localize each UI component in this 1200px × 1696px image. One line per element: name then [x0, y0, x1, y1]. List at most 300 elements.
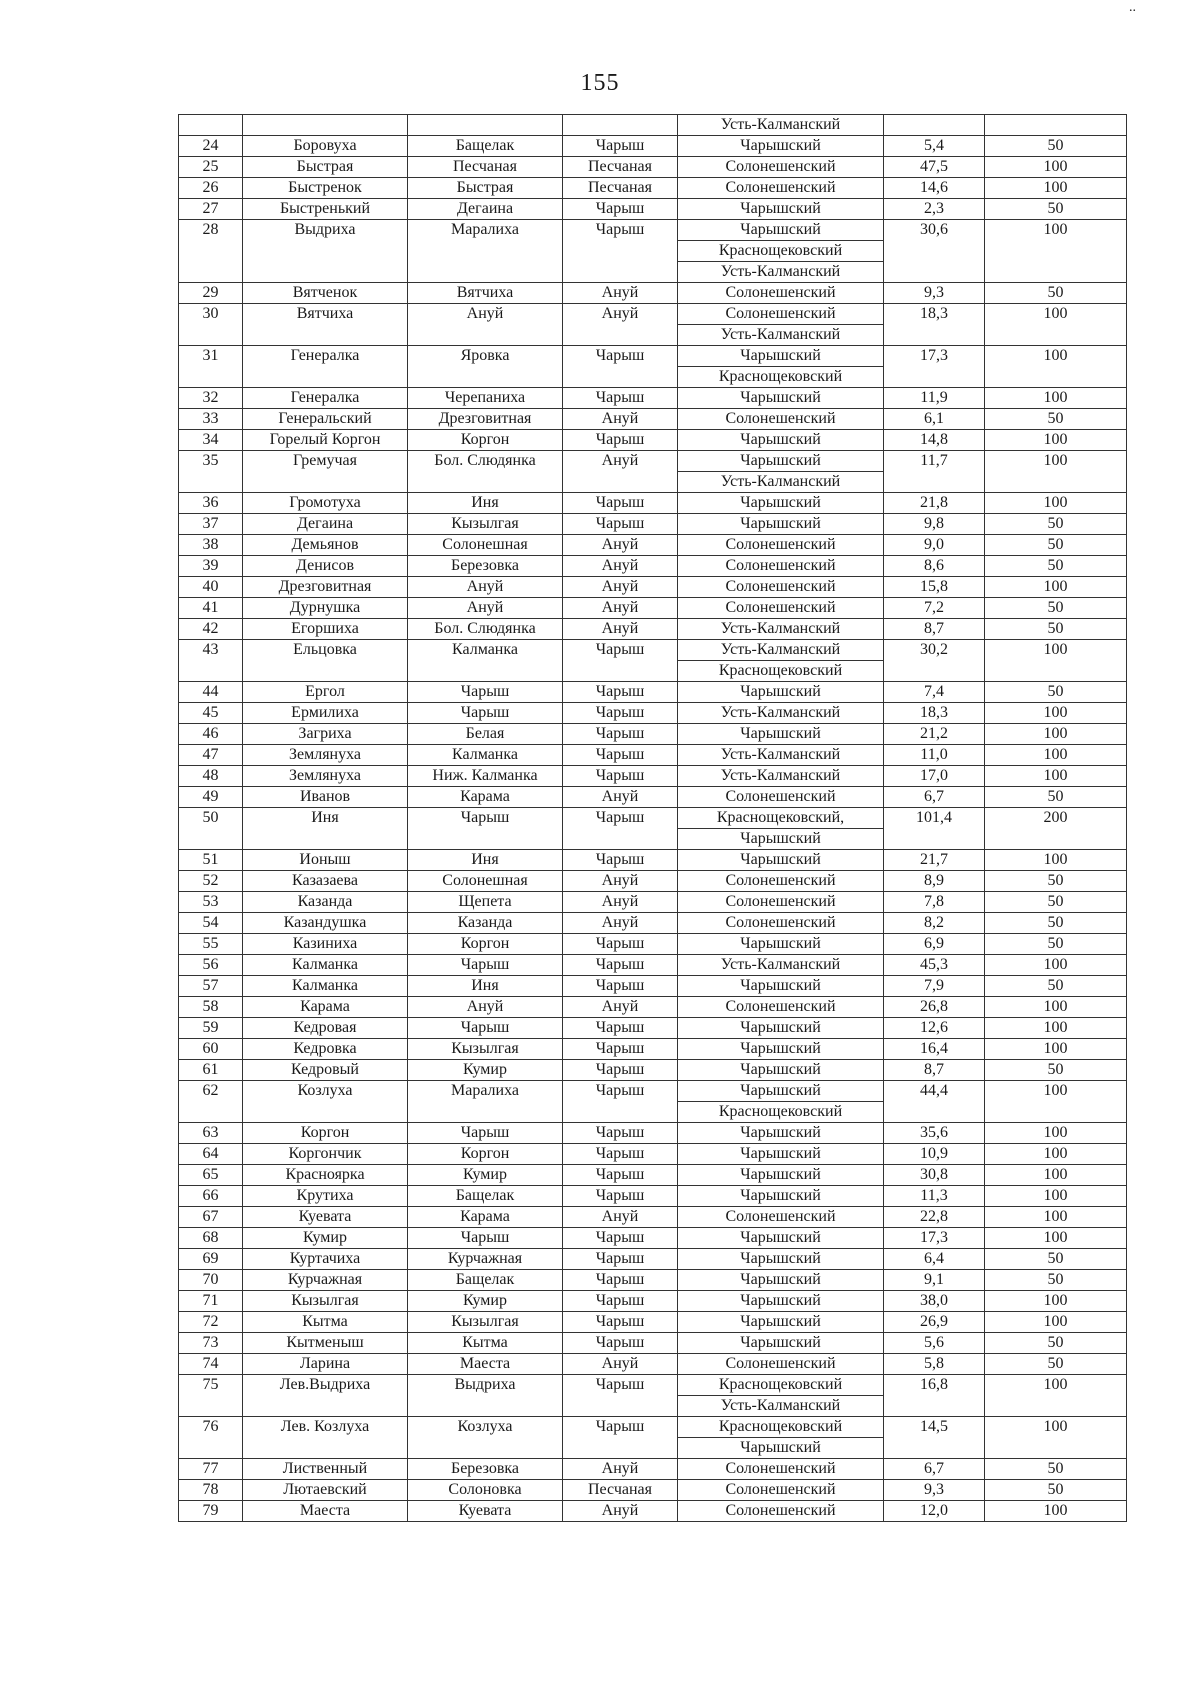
table-row: [179, 913, 1127, 934]
row-number-cell: 79: [179, 1501, 243, 1522]
corner-mark: ..: [1129, 0, 1136, 15]
zone-width-cell: 100: [985, 850, 1127, 871]
zone-width-cell: 100: [985, 640, 1127, 682]
river-name-cell: Иня: [243, 808, 408, 850]
basin-cell: Ануй: [563, 409, 678, 430]
zone-width-cell: 100: [985, 1144, 1127, 1165]
zone-width-cell: 50: [985, 934, 1127, 955]
tributary-cell: Кытма: [408, 1333, 563, 1354]
zone-width-cell: 50: [985, 1270, 1127, 1291]
length-cell: 16,8: [884, 1375, 985, 1417]
row-number-cell: 77: [179, 1459, 243, 1480]
tributary-cell: Коргон: [408, 430, 563, 451]
river-name-cell: Громотуха: [243, 493, 408, 514]
basin-cell: Чарыш: [563, 703, 678, 724]
zone-width-cell: 50: [985, 136, 1127, 157]
row-number-cell: 62: [179, 1081, 243, 1123]
row-number-cell: 40: [179, 577, 243, 598]
district-cell: Чарышский: [678, 1165, 884, 1186]
river-name-cell: Коргончик: [243, 1144, 408, 1165]
district-cell: Чарышский: [678, 1039, 884, 1060]
row-number-cell: 36: [179, 493, 243, 514]
basin-cell: Чарыш: [563, 1039, 678, 1060]
table-row: [179, 1207, 1127, 1228]
table-row: [179, 178, 1127, 199]
tributary-cell: Кумир: [408, 1060, 563, 1081]
length-cell: 9,3: [884, 283, 985, 304]
basin-cell: Чарыш: [563, 346, 678, 388]
zone-width-cell: 50: [985, 892, 1127, 913]
district-cell: Чарышский: [678, 220, 884, 241]
tributary-cell: Ануй: [408, 304, 563, 346]
basin-cell: Чарыш: [563, 724, 678, 745]
table-row: [179, 283, 1127, 304]
district-cell: Солонешенский: [678, 1501, 884, 1522]
zone-width-cell: 50: [985, 199, 1127, 220]
row-number-cell: 35: [179, 451, 243, 493]
zone-width-cell: 50: [985, 619, 1127, 640]
length-cell: 30,8: [884, 1165, 985, 1186]
district-cell: Солонешенский: [678, 1207, 884, 1228]
tributary-cell: Кызылгая: [408, 514, 563, 535]
length-cell: 5,8: [884, 1354, 985, 1375]
tributary-cell: Калманка: [408, 640, 563, 682]
length-cell: 6,4: [884, 1249, 985, 1270]
table-row: [179, 892, 1127, 913]
district-cell: Чарышский: [678, 829, 884, 850]
river-name-cell: Крутиха: [243, 1186, 408, 1207]
basin-cell: Ануй: [563, 619, 678, 640]
district-cell: Солонешенский: [678, 598, 884, 619]
zone-width-cell: 50: [985, 409, 1127, 430]
table-row: [179, 640, 1127, 661]
district-cell: Солонешенский: [678, 892, 884, 913]
row-number-cell: 46: [179, 724, 243, 745]
river-name-cell: Ионыш: [243, 850, 408, 871]
basin-cell: Чарыш: [563, 493, 678, 514]
table-row: [179, 745, 1127, 766]
row-number-cell: 26: [179, 178, 243, 199]
river-name-cell: Лев. Козлуха: [243, 1417, 408, 1459]
length-cell: 7,8: [884, 892, 985, 913]
rivers-table-body: [179, 115, 1127, 1522]
table-row: [179, 1228, 1127, 1249]
river-name-cell: Ермилиха: [243, 703, 408, 724]
zone-width-cell: 100: [985, 346, 1127, 388]
basin-cell: Чарыш: [563, 1228, 678, 1249]
river-name-cell: Боровуха: [243, 136, 408, 157]
zone-width-cell: 100: [985, 451, 1127, 493]
tributary-cell: Маралиха: [408, 1081, 563, 1123]
length-cell: 18,3: [884, 703, 985, 724]
basin-cell: Чарыш: [563, 682, 678, 703]
row-number-cell: 66: [179, 1186, 243, 1207]
row-number-cell: 74: [179, 1354, 243, 1375]
table-row: [179, 388, 1127, 409]
zone-width-cell: 50: [985, 1354, 1127, 1375]
river-name-cell: Кытма: [243, 1312, 408, 1333]
zone-width-cell: 100: [985, 1501, 1127, 1522]
zone-width-cell: 100: [985, 1165, 1127, 1186]
river-name-cell: Лютаевский: [243, 1480, 408, 1501]
zone-width-cell: 100: [985, 178, 1127, 199]
zone-width-cell: 100: [985, 1081, 1127, 1123]
zone-width-cell: 50: [985, 1480, 1127, 1501]
river-name-cell: Егоршиха: [243, 619, 408, 640]
row-number-cell: 70: [179, 1270, 243, 1291]
district-cell: Чарышский: [678, 346, 884, 367]
length-cell: 11,7: [884, 451, 985, 493]
zone-width-cell: 50: [985, 976, 1127, 997]
length-cell: 30,2: [884, 640, 985, 682]
tributary-cell: Кызылгая: [408, 1312, 563, 1333]
zone-width-cell: 100: [985, 493, 1127, 514]
length-cell: 38,0: [884, 1291, 985, 1312]
river-name-cell: Вятчиха: [243, 304, 408, 346]
tributary-cell: Березовка: [408, 1459, 563, 1480]
district-cell: Чарышский: [678, 1228, 884, 1249]
length-cell: 18,3: [884, 304, 985, 346]
zone-width-cell: 50: [985, 871, 1127, 892]
district-cell: Усть-Калманский: [678, 472, 884, 493]
tributary-cell: Солонешная: [408, 535, 563, 556]
district-cell: Усть-Калманский: [678, 703, 884, 724]
row-number-cell: 69: [179, 1249, 243, 1270]
river-name-cell: Лев.Выдриха: [243, 1375, 408, 1417]
basin-cell: Чарыш: [563, 220, 678, 283]
length-cell: 21,7: [884, 850, 985, 871]
table-row: [179, 1249, 1127, 1270]
zone-width-cell: 100: [985, 955, 1127, 976]
basin-cell: Ануй: [563, 451, 678, 493]
tributary-cell: Ануй: [408, 598, 563, 619]
zone-width-cell: 50: [985, 514, 1127, 535]
basin-cell: Ануй: [563, 1207, 678, 1228]
river-name-cell: Калманка: [243, 976, 408, 997]
river-name-cell: Ергол: [243, 682, 408, 703]
basin-cell: Чарыш: [563, 640, 678, 682]
table-row: [179, 514, 1127, 535]
river-name-cell: Ельцовка: [243, 640, 408, 682]
tributary-cell: Кумир: [408, 1165, 563, 1186]
table-row: [179, 1060, 1127, 1081]
tributary-cell: Иня: [408, 850, 563, 871]
row-number-cell: 58: [179, 997, 243, 1018]
basin-cell: Чарыш: [563, 1018, 678, 1039]
district-cell: Краснощековский: [678, 1102, 884, 1123]
basin-cell: Чарыш: [563, 1249, 678, 1270]
row-number-cell: 61: [179, 1060, 243, 1081]
length-cell: 11,0: [884, 745, 985, 766]
length-cell: 6,7: [884, 787, 985, 808]
basin-cell: Ануй: [563, 535, 678, 556]
tributary-cell: Щепета: [408, 892, 563, 913]
row-number-cell: 53: [179, 892, 243, 913]
row-number-cell: 63: [179, 1123, 243, 1144]
tributary-cell: Черепаниха: [408, 388, 563, 409]
length-cell: 17,3: [884, 1228, 985, 1249]
table-row: [179, 1081, 1127, 1102]
district-cell: Чарышский: [678, 1270, 884, 1291]
length-cell: 35,6: [884, 1123, 985, 1144]
length-cell: 16,4: [884, 1039, 985, 1060]
zone-width-cell: 100: [985, 1018, 1127, 1039]
tributary-cell: Чарыш: [408, 808, 563, 850]
district-cell: Краснощековский: [678, 661, 884, 682]
blank-cell: [985, 115, 1127, 136]
district-cell: Солонешенский: [678, 787, 884, 808]
table-row: [179, 682, 1127, 703]
tributary-cell: Иня: [408, 493, 563, 514]
blank-cell: [408, 115, 563, 136]
row-number-cell: 75: [179, 1375, 243, 1417]
length-cell: 7,2: [884, 598, 985, 619]
length-cell: 26,9: [884, 1312, 985, 1333]
table-row: [179, 934, 1127, 955]
zone-width-cell: 100: [985, 388, 1127, 409]
length-cell: 15,8: [884, 577, 985, 598]
table-row: [179, 850, 1127, 871]
tributary-cell: Маеста: [408, 1354, 563, 1375]
length-cell: 9,1: [884, 1270, 985, 1291]
river-name-cell: Быстренький: [243, 199, 408, 220]
tributary-cell: Солонешная: [408, 871, 563, 892]
river-name-cell: Генералка: [243, 388, 408, 409]
tributary-cell: Ануй: [408, 997, 563, 1018]
row-number-cell: 51: [179, 850, 243, 871]
river-name-cell: Денисов: [243, 556, 408, 577]
basin-cell: Чарыш: [563, 850, 678, 871]
zone-width-cell: 100: [985, 577, 1127, 598]
basin-cell: Чарыш: [563, 1312, 678, 1333]
district-cell: Усть-Калманский: [678, 766, 884, 787]
tributary-cell: Дегаина: [408, 199, 563, 220]
length-cell: 9,3: [884, 1480, 985, 1501]
row-number-cell: 54: [179, 913, 243, 934]
row-number-cell: 31: [179, 346, 243, 388]
river-name-cell: Демьянов: [243, 535, 408, 556]
length-cell: 47,5: [884, 157, 985, 178]
length-cell: 44,4: [884, 1081, 985, 1123]
tributary-cell: Чарыш: [408, 703, 563, 724]
district-cell: Солонешенский: [678, 304, 884, 325]
row-number-cell: 78: [179, 1480, 243, 1501]
row-number-cell: 24: [179, 136, 243, 157]
row-number-cell: 49: [179, 787, 243, 808]
zone-width-cell: 100: [985, 1417, 1127, 1459]
zone-width-cell: 50: [985, 1459, 1127, 1480]
tributary-cell: Кызылгая: [408, 1039, 563, 1060]
basin-cell: Ануй: [563, 1501, 678, 1522]
length-cell: 26,8: [884, 997, 985, 1018]
tributary-cell: Коргон: [408, 1144, 563, 1165]
district-cell: Чарышский: [678, 199, 884, 220]
tributary-cell: Курчажная: [408, 1249, 563, 1270]
district-cell: Усть-Калманский: [678, 115, 884, 136]
row-number-cell: 68: [179, 1228, 243, 1249]
basin-cell: Ануй: [563, 871, 678, 892]
river-name-cell: Землянуха: [243, 766, 408, 787]
river-name-cell: Лиственный: [243, 1459, 408, 1480]
basin-cell: Чарыш: [563, 766, 678, 787]
table-row: [179, 304, 1127, 325]
basin-cell: Чарыш: [563, 976, 678, 997]
row-number-cell: 52: [179, 871, 243, 892]
basin-cell: Чарыш: [563, 136, 678, 157]
zone-width-cell: 100: [985, 304, 1127, 346]
tributary-cell: Бащелак: [408, 1186, 563, 1207]
basin-cell: Ануй: [563, 892, 678, 913]
tributary-cell: Калманка: [408, 745, 563, 766]
district-cell: Солонешенский: [678, 1480, 884, 1501]
tributary-cell: Кумир: [408, 1291, 563, 1312]
district-cell: Чарышский: [678, 1186, 884, 1207]
zone-width-cell: 50: [985, 556, 1127, 577]
tributary-cell: Солоновка: [408, 1480, 563, 1501]
basin-cell: Песчаная: [563, 178, 678, 199]
district-cell: Чарышский: [678, 1081, 884, 1102]
basin-cell: Песчаная: [563, 157, 678, 178]
table-row: [179, 1270, 1127, 1291]
length-cell: 8,7: [884, 1060, 985, 1081]
table-row: [179, 220, 1127, 241]
district-cell: Усть-Калманский: [678, 955, 884, 976]
district-cell: Солонешенский: [678, 157, 884, 178]
length-cell: 7,9: [884, 976, 985, 997]
district-cell: Чарышский: [678, 430, 884, 451]
district-cell: Чарышский: [678, 451, 884, 472]
row-number-cell: 65: [179, 1165, 243, 1186]
length-cell: 11,3: [884, 1186, 985, 1207]
table-row: [179, 577, 1127, 598]
length-cell: 12,0: [884, 1501, 985, 1522]
row-number-cell: 39: [179, 556, 243, 577]
row-number-cell: 34: [179, 430, 243, 451]
river-name-cell: Куртачиха: [243, 1249, 408, 1270]
tributary-cell: Бол. Слюдянка: [408, 451, 563, 493]
river-name-cell: Быстрая: [243, 157, 408, 178]
table-row: [179, 1291, 1127, 1312]
river-name-cell: Генералка: [243, 346, 408, 388]
length-cell: 17,0: [884, 766, 985, 787]
river-name-cell: Дегаина: [243, 514, 408, 535]
zone-width-cell: 100: [985, 157, 1127, 178]
district-cell: Солонешенский: [678, 1354, 884, 1375]
length-cell: 14,6: [884, 178, 985, 199]
district-cell: Усть-Калманский: [678, 262, 884, 283]
table-row: [179, 1018, 1127, 1039]
tributary-cell: Карама: [408, 1207, 563, 1228]
zone-width-cell: 50: [985, 1333, 1127, 1354]
table-row: [179, 346, 1127, 367]
length-cell: 45,3: [884, 955, 985, 976]
tributary-cell: Иня: [408, 976, 563, 997]
district-cell: Солонешенский: [678, 871, 884, 892]
zone-width-cell: 100: [985, 1186, 1127, 1207]
river-name-cell: Казанда: [243, 892, 408, 913]
tributary-cell: Чарыш: [408, 1123, 563, 1144]
district-cell: Чарышский: [678, 1060, 884, 1081]
table-row: [179, 199, 1127, 220]
district-cell: Чарышский: [678, 976, 884, 997]
basin-cell: Чарыш: [563, 1144, 678, 1165]
district-cell: Усть-Калманский: [678, 640, 884, 661]
length-cell: 6,1: [884, 409, 985, 430]
tributary-cell: Ануй: [408, 577, 563, 598]
district-cell: Чарышский: [678, 493, 884, 514]
table-row: [179, 1480, 1127, 1501]
river-name-cell: Гремучая: [243, 451, 408, 493]
blank-cell: [884, 115, 985, 136]
zone-width-cell: 100: [985, 1291, 1127, 1312]
river-name-cell: Казазаева: [243, 871, 408, 892]
table-row: [179, 1186, 1127, 1207]
basin-cell: Чарыш: [563, 1123, 678, 1144]
row-number-cell: 27: [179, 199, 243, 220]
basin-cell: Чарыш: [563, 1333, 678, 1354]
basin-cell: Ануй: [563, 1354, 678, 1375]
district-cell: Солонешенский: [678, 283, 884, 304]
basin-cell: Чарыш: [563, 934, 678, 955]
river-name-cell: Кумир: [243, 1228, 408, 1249]
river-name-cell: Иванов: [243, 787, 408, 808]
district-cell: Солонешенский: [678, 577, 884, 598]
basin-cell: Чарыш: [563, 430, 678, 451]
district-cell: Краснощековский: [678, 241, 884, 262]
basin-cell: Чарыш: [563, 1165, 678, 1186]
table-row: [179, 493, 1127, 514]
river-name-cell: Кедровый: [243, 1060, 408, 1081]
basin-cell: Ануй: [563, 283, 678, 304]
tributary-cell: Песчаная: [408, 157, 563, 178]
length-cell: 21,2: [884, 724, 985, 745]
length-cell: 5,4: [884, 136, 985, 157]
row-number-cell: 41: [179, 598, 243, 619]
district-cell: Солонешенский: [678, 913, 884, 934]
river-name-cell: Быстренок: [243, 178, 408, 199]
tributary-cell: Ниж. Калманка: [408, 766, 563, 787]
row-number-cell: 43: [179, 640, 243, 682]
river-name-cell: Калманка: [243, 955, 408, 976]
zone-width-cell: 50: [985, 1249, 1127, 1270]
district-cell: Солонешенский: [678, 556, 884, 577]
basin-cell: Ануй: [563, 997, 678, 1018]
district-cell: Усть-Калманский: [678, 1396, 884, 1417]
basin-cell: Ануй: [563, 556, 678, 577]
river-name-cell: Дурнушка: [243, 598, 408, 619]
district-cell: Солонешенский: [678, 997, 884, 1018]
tributary-cell: Вятчиха: [408, 283, 563, 304]
page-number: 155: [580, 70, 620, 96]
district-cell: Чарышский: [678, 1291, 884, 1312]
zone-width-cell: 100: [985, 1375, 1127, 1417]
table-row: [179, 1165, 1127, 1186]
basin-cell: Ануй: [563, 913, 678, 934]
basin-cell: Ануй: [563, 598, 678, 619]
district-cell: Солонешенский: [678, 409, 884, 430]
row-number-cell: 25: [179, 157, 243, 178]
river-name-cell: Коргон: [243, 1123, 408, 1144]
row-number-cell: 44: [179, 682, 243, 703]
tributary-cell: Яровка: [408, 346, 563, 388]
basin-cell: Чарыш: [563, 1375, 678, 1417]
district-cell: Краснощековский,: [678, 808, 884, 829]
district-cell: Чарышский: [678, 934, 884, 955]
table-row: [179, 808, 1127, 829]
length-cell: 14,8: [884, 430, 985, 451]
rivers-table: [178, 114, 1127, 1522]
length-cell: 30,6: [884, 220, 985, 283]
